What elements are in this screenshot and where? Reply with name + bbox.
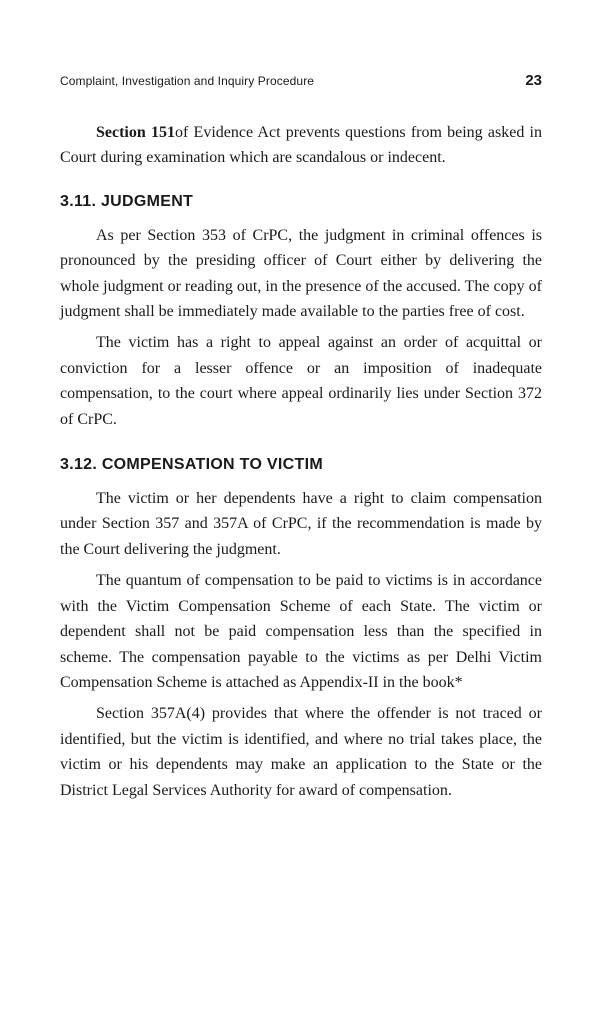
running-title: Complaint, Investigation and Inquiry Procedure bbox=[60, 74, 315, 88]
section-heading-judgment: 3.11. JUDGMENT bbox=[60, 192, 194, 210]
page-number: 23 bbox=[525, 72, 542, 89]
section-heading-compensation: 3.12. COMPENSATION TO VICTIM bbox=[60, 456, 323, 474]
compensation-paragraph: The quantum of compensation to be paid to victims is in accordance with the Victim Compensation Scheme of each State. The victim or dependent shall not be paid compensation less than the specified in scheme. The compensation payable to the victims as per Delhi Victim Compensation Scheme is attached as Appendix-II in the book* bbox=[60, 572, 542, 691]
compensation-paragraph: The victim or her dependents have a right to claim compensation under Section 357 and 357A of CrPC, if the recommendation is made by the Court delivering the judgment. bbox=[60, 490, 542, 558]
intro-lead: Section 151 bbox=[96, 124, 175, 141]
intro-text: of Evidence Act prevents questions from being asked in Court during examination which are scandalous or indecent. bbox=[60, 124, 542, 167]
compensation-paragraph: Section 357A(4) provides that where the offender is not traced or identified, but the victim is identified, and where no trial takes place, the victim or his dependents may make an application to the State or the District Legal Services Authority for award of compensation. bbox=[60, 705, 542, 799]
running-header bbox=[60, 72, 542, 94]
document-page bbox=[60, 72, 542, 803]
judgment-paragraph: The victim has a right to appeal against an order of acquittal or conviction for a lesser offence or an imposition of inadequate compensation, to the court where appeal ordinarily lies under Section 372 of CrPC. bbox=[60, 334, 542, 428]
judgment-paragraph: As per Section 353 of CrPC, the judgment in criminal offences is pronounced by the presiding officer of Court either by delivering the whole judgment or reading out, in the presence of the accused. The copy of judgment shall be immediately made available to the parties free of cost. bbox=[60, 226, 542, 321]
intro-paragraph bbox=[60, 120, 542, 171]
